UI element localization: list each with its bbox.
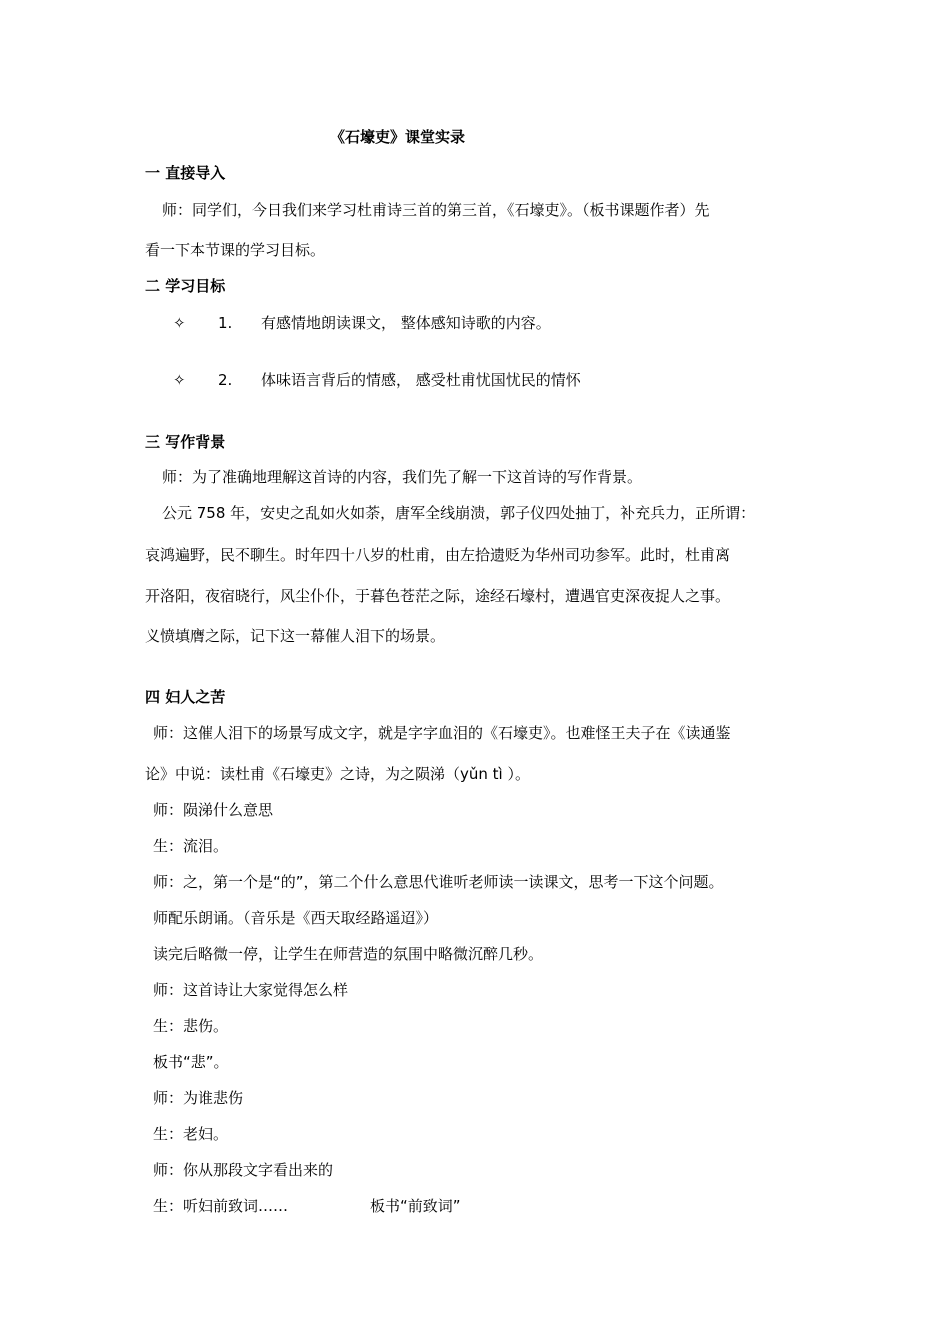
goal-number: 2. (218, 371, 233, 389)
dialogue-line: 师：陨涕什么意思 (153, 801, 274, 819)
dialogue-line: 师：你从那段文字看出来的 (153, 1161, 334, 1179)
paragraph-line: 论》中说：读杜甫《石壕吏》之诗，为之陨涕（yǔn tì ）。 (145, 765, 530, 783)
goal-number: 1. (218, 314, 233, 332)
dialogue-text: 生：听妇前致词…… (153, 1197, 289, 1215)
paragraph-line: 师：这催人泪下的场景写成文字，就是字字血泪的《石壕吏》。也难怪王夫子在《读通鉴 (153, 724, 731, 742)
dialogue-line: 师：为谁悲伤 (153, 1089, 244, 1107)
dialogue-line: 生：悲伤。 (153, 1017, 229, 1035)
dialogue-line: 师：之，第一个是“的”，第二个什么意思代谁听老师读一读课文，思考一下这个问题。 (153, 873, 724, 891)
paragraph-line: 看一下本节课的学习目标。 (145, 241, 326, 259)
dialogue-line: 师配乐朗诵。（音乐是《西天取经路遥迢》） (153, 909, 439, 927)
page-title: 《石壕吏》课堂实录 (330, 128, 466, 146)
diamond-bullet-icon: ✧ (173, 371, 186, 389)
dialogue-line: 读完后略微一停，让学生在师营造的氛围中略微沉醉几秒。 (153, 945, 544, 963)
dialogue-line: 生：流泪。 (153, 837, 229, 855)
section-heading-2: 二 学习目标 (145, 277, 226, 295)
paragraph-line: 公元 758 年，安史之乱如火如荼，唐军全线崩溃，郭子仪四处抽丁，补充兵力，正所谓： (162, 504, 756, 522)
section-heading-4: 四 妇人之苦 (145, 688, 226, 706)
goal-item-1 (173, 313, 551, 333)
paragraph-line: 哀鸿遍野，民不聊生。时年四十八岁的杜甫，由左拾遗贬为华州司功参军。此时，杜甫离 (145, 546, 731, 564)
dialogue-line (153, 1196, 461, 1216)
section-heading-1: 一 直接导入 (145, 164, 226, 182)
diamond-bullet-icon: ✧ (173, 314, 186, 332)
goal-item-2 (173, 370, 581, 390)
paragraph-line: 义愤填膺之际，记下这一幕催人泪下的场景。 (145, 627, 446, 645)
blackboard-note: 板书“前致词” (370, 1197, 461, 1215)
paragraph-line: 开洛阳，夜宿晓行，风尘仆仆，于暮色苍茫之际，途经石壕村，遭遇官吏深夜捉人之事。 (145, 587, 731, 605)
goal-text: 体味语言背后的情感， 感受杜甫忧国忧民的情怀 (261, 371, 581, 389)
dialogue-line: 师：这首诗让大家觉得怎么样 (153, 981, 349, 999)
dialogue-line: 生：老妇。 (153, 1125, 229, 1143)
dialogue-line: 板书“悲”。 (153, 1053, 229, 1071)
paragraph-line: 师：同学们，今日我们来学习杜甫诗三首的第三首，《石壕吏》。（板书课题作者）先 (162, 201, 710, 219)
section-heading-3: 三 写作背景 (145, 433, 226, 451)
paragraph-line: 师：为了准确地理解这首诗的内容，我们先了解一下这首诗的写作背景。 (162, 468, 643, 486)
goal-text: 有感情地朗读课文， 整体感知诗歌的内容。 (261, 314, 551, 332)
